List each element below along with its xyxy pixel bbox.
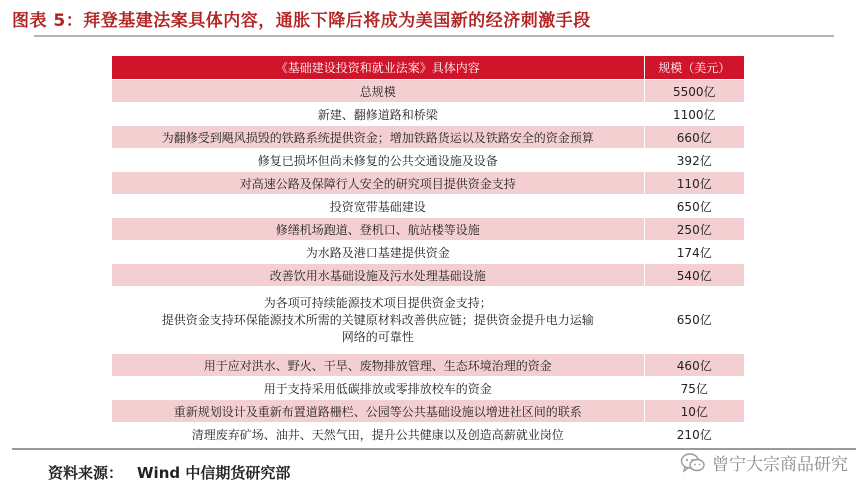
watermark (680, 450, 848, 475)
source-note (48, 462, 290, 483)
wechat-icon (680, 452, 706, 474)
row-item (112, 287, 644, 354)
table-header-row (112, 56, 744, 80)
table-row (112, 264, 744, 287)
row-item: 重新规划设计及重新布置道路栅栏、公园等公共基础设施以增进社区间的联系 (112, 400, 644, 423)
row-value: 75亿 (644, 377, 744, 400)
title-divider (34, 35, 834, 37)
row-item: 总规模 (112, 80, 644, 103)
source-label: 资料来源： (48, 464, 124, 482)
table-row (112, 80, 744, 103)
watermark-text: 曾宁大宗商品研究 (712, 455, 848, 475)
row-item-line: 提供资金支持环保能源技术所需的关键原材料改善供应链；提供资金提升电力运输 (161, 312, 594, 327)
row-value: 210亿 (644, 423, 744, 446)
row-value: 650亿 (644, 287, 744, 354)
row-item-line: 网络的可靠性 (341, 329, 414, 344)
table-row (112, 195, 744, 218)
row-item-line: 为各项可持续能源技术项目提供资金支持； (263, 295, 492, 310)
row-item: 对高速公路及保障行人安全的研究项目提供资金支持 (112, 172, 644, 195)
table-row (112, 354, 744, 377)
header-scale: 规模（美元） (644, 56, 744, 80)
row-item: 为水路及港口基建提供资金 (112, 241, 644, 264)
row-value: 5500亿 (644, 80, 744, 103)
row-value: 650亿 (644, 195, 744, 218)
row-value: 460亿 (644, 354, 744, 377)
table-row (112, 149, 744, 172)
row-item: 修复已损坏但尚未修复的公共交通设施及设备 (112, 149, 644, 172)
row-item: 用于应对洪水、野火、干旱、废物排放管理、生态环境治理的资金 (112, 354, 644, 377)
row-item: 改善饮用水基础设施及污水处理基础设施 (112, 264, 644, 287)
table-row (112, 423, 744, 446)
header-content: 《基础建设投资和就业法案》具体内容 (112, 56, 644, 80)
table-row (112, 126, 744, 149)
infrastructure-table (112, 56, 744, 446)
row-value: 660亿 (644, 126, 744, 149)
row-value: 392亿 (644, 149, 744, 172)
row-item: 清理废弃矿场、油井、天然气田，提升公共健康以及创造高薪就业岗位 (112, 423, 644, 446)
row-item: 为翻修受到飓风损毁的铁路系统提供资金；增加铁路货运以及铁路安全的资金预算 (112, 126, 644, 149)
row-value: 1100亿 (644, 103, 744, 126)
table-row (112, 377, 744, 400)
source-value: Wind 中信期货研究部 (137, 464, 291, 482)
figure-title: 图表 5：拜登基建法案具体内容，通胀下降后将成为美国新的经济刺激手段 (12, 11, 591, 31)
table-row (112, 241, 744, 264)
row-value: 540亿 (644, 264, 744, 287)
table-row (112, 400, 744, 423)
table-row (112, 287, 744, 354)
row-item: 用于支持采用低碳排放或零排放校车的资金 (112, 377, 644, 400)
row-value: 10亿 (644, 400, 744, 423)
table-row (112, 103, 744, 126)
table-row (112, 172, 744, 195)
row-value: 174亿 (644, 241, 744, 264)
row-item: 投资宽带基础建设 (112, 195, 644, 218)
table-row (112, 218, 744, 241)
row-value: 110亿 (644, 172, 744, 195)
row-value: 250亿 (644, 218, 744, 241)
row-item: 新建、翻修道路和桥梁 (112, 103, 644, 126)
row-item: 修缮机场跑道、登机口、航站楼等设施 (112, 218, 644, 241)
